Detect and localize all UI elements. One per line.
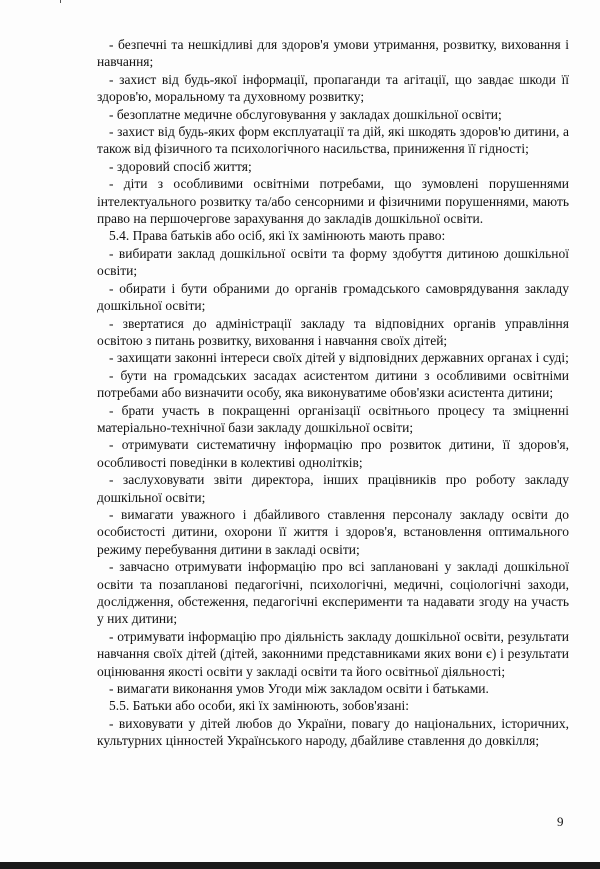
paragraph-activity-information: - отримувати інформацію про діяльність закладу дошкільної освіти, результати навчання своїх дітей (дітей, законними представниками яких вони є) і результати оцінювання якості освіти у закладі освіти та його освітньої діяльності; xyxy=(97,628,569,679)
paragraph-special-needs: - діти з особливими освітніми потребами, що зумовлені порушеннями інтелектуального розвитку та/або сенсорними и фізичними порушеннями, мають право на першочергове зарахування до закладів дошкільної освіти. xyxy=(97,176,569,227)
paragraph-protection-exploitation: - захист від будь-яких форм експлуатації та дій, які шкодять здоров'ю дитини, а також від фізичного та психологічного насильства, приниження її гідності; xyxy=(97,124,569,157)
paragraph-agreement-terms: - вимагати виконання умов Угоди між закладом освіти і батьками. xyxy=(109,681,489,697)
document-body xyxy=(97,36,569,750)
section-heading-5-5: 5.5. Батьки або особи, які їх замінюють, зобов'язані: xyxy=(109,698,409,714)
paragraph-elect-bodies: - обирати і бути обраними до органів громадського самоврядування закладу дошкільної освіти; xyxy=(97,280,569,314)
paragraph-advance-information: - завчасно отримувати інформацію про всі заплановані у закладі дошкільної освіти та позапланові педагогічні, психологічні, медичні, соціологічні заходи, дослідження, обстеження, педагогічні експерименти та надавати згоду на участь у них дитини; xyxy=(97,559,569,627)
paragraph-receive-information: - отримувати систематичну інформацію про розвиток дитини, її здоров'я, особливості поведінки в колективі однолітків; xyxy=(97,437,569,470)
paragraph-safe-conditions: - безпечні та нешкідливі для здоров'я умови утримання, розвитку, виховання і навчання; xyxy=(97,37,569,70)
paragraph-protect-interests: - захищати законні інтереси своїх дітей у відповідних державних органах і суді; xyxy=(109,350,569,366)
section-heading-5-4: 5.4. Права батьків або осіб, які їх замінюють мають право: xyxy=(109,228,446,244)
scan-mark xyxy=(60,0,61,3)
paragraph-participate: - брати участь в покращенні організації освітнього процесу та зміцненні матеріально-технічної бази закладу дошкільної освіти; xyxy=(97,402,569,435)
paragraph-demand-attention: - вимагати уважного і дбайливого ставлення персоналу закладу освіти до особистості дитини, охорони її життя і здоров'я, встановлення оптимального режиму перебування дитини в закладі освіти; xyxy=(97,506,569,557)
paragraph-hear-reports: - заслуховувати звіти директора, інших працівників про роботу закладу дошкільної освіти; xyxy=(97,472,569,505)
paragraph-appeal-administration: - звертатися до адміністрації закладу та відповідних органів управління освітою з питань розвитку, виховання і навчання своїх дітей; xyxy=(97,315,569,348)
paragraph-healthy-lifestyle: - здоровий спосіб життя; xyxy=(109,158,252,174)
page-number: 9 xyxy=(557,814,564,829)
paragraph-love-ukraine: - виховувати у дітей любов до України, повагу до національних, історичних, культурних цінностей Українського народу, дбайливе ставлення до довкілля; xyxy=(97,715,569,749)
paragraph-protection-information: - захист від будь-якої інформації, пропаганди та агітації, що завдає шкоди її здоров'ю, моральному та духовному розвитку; xyxy=(97,71,569,105)
paragraph-free-medical-care: - безоплатне медичне обслуговування у закладах дошкільної освіти; xyxy=(109,106,502,122)
scan-bottom-edge xyxy=(0,862,600,869)
paragraph-choose-institution: - вибирати заклад дошкільної освіти та форму здобуття дитиною дошкільної освіти; xyxy=(97,245,569,279)
paragraph-assistant: - бути на громадських засадах асистентом дитини з особливими освітніми потребами або визначити особу, яка виконуватиме обов'язки асистента дитини; xyxy=(97,367,569,401)
